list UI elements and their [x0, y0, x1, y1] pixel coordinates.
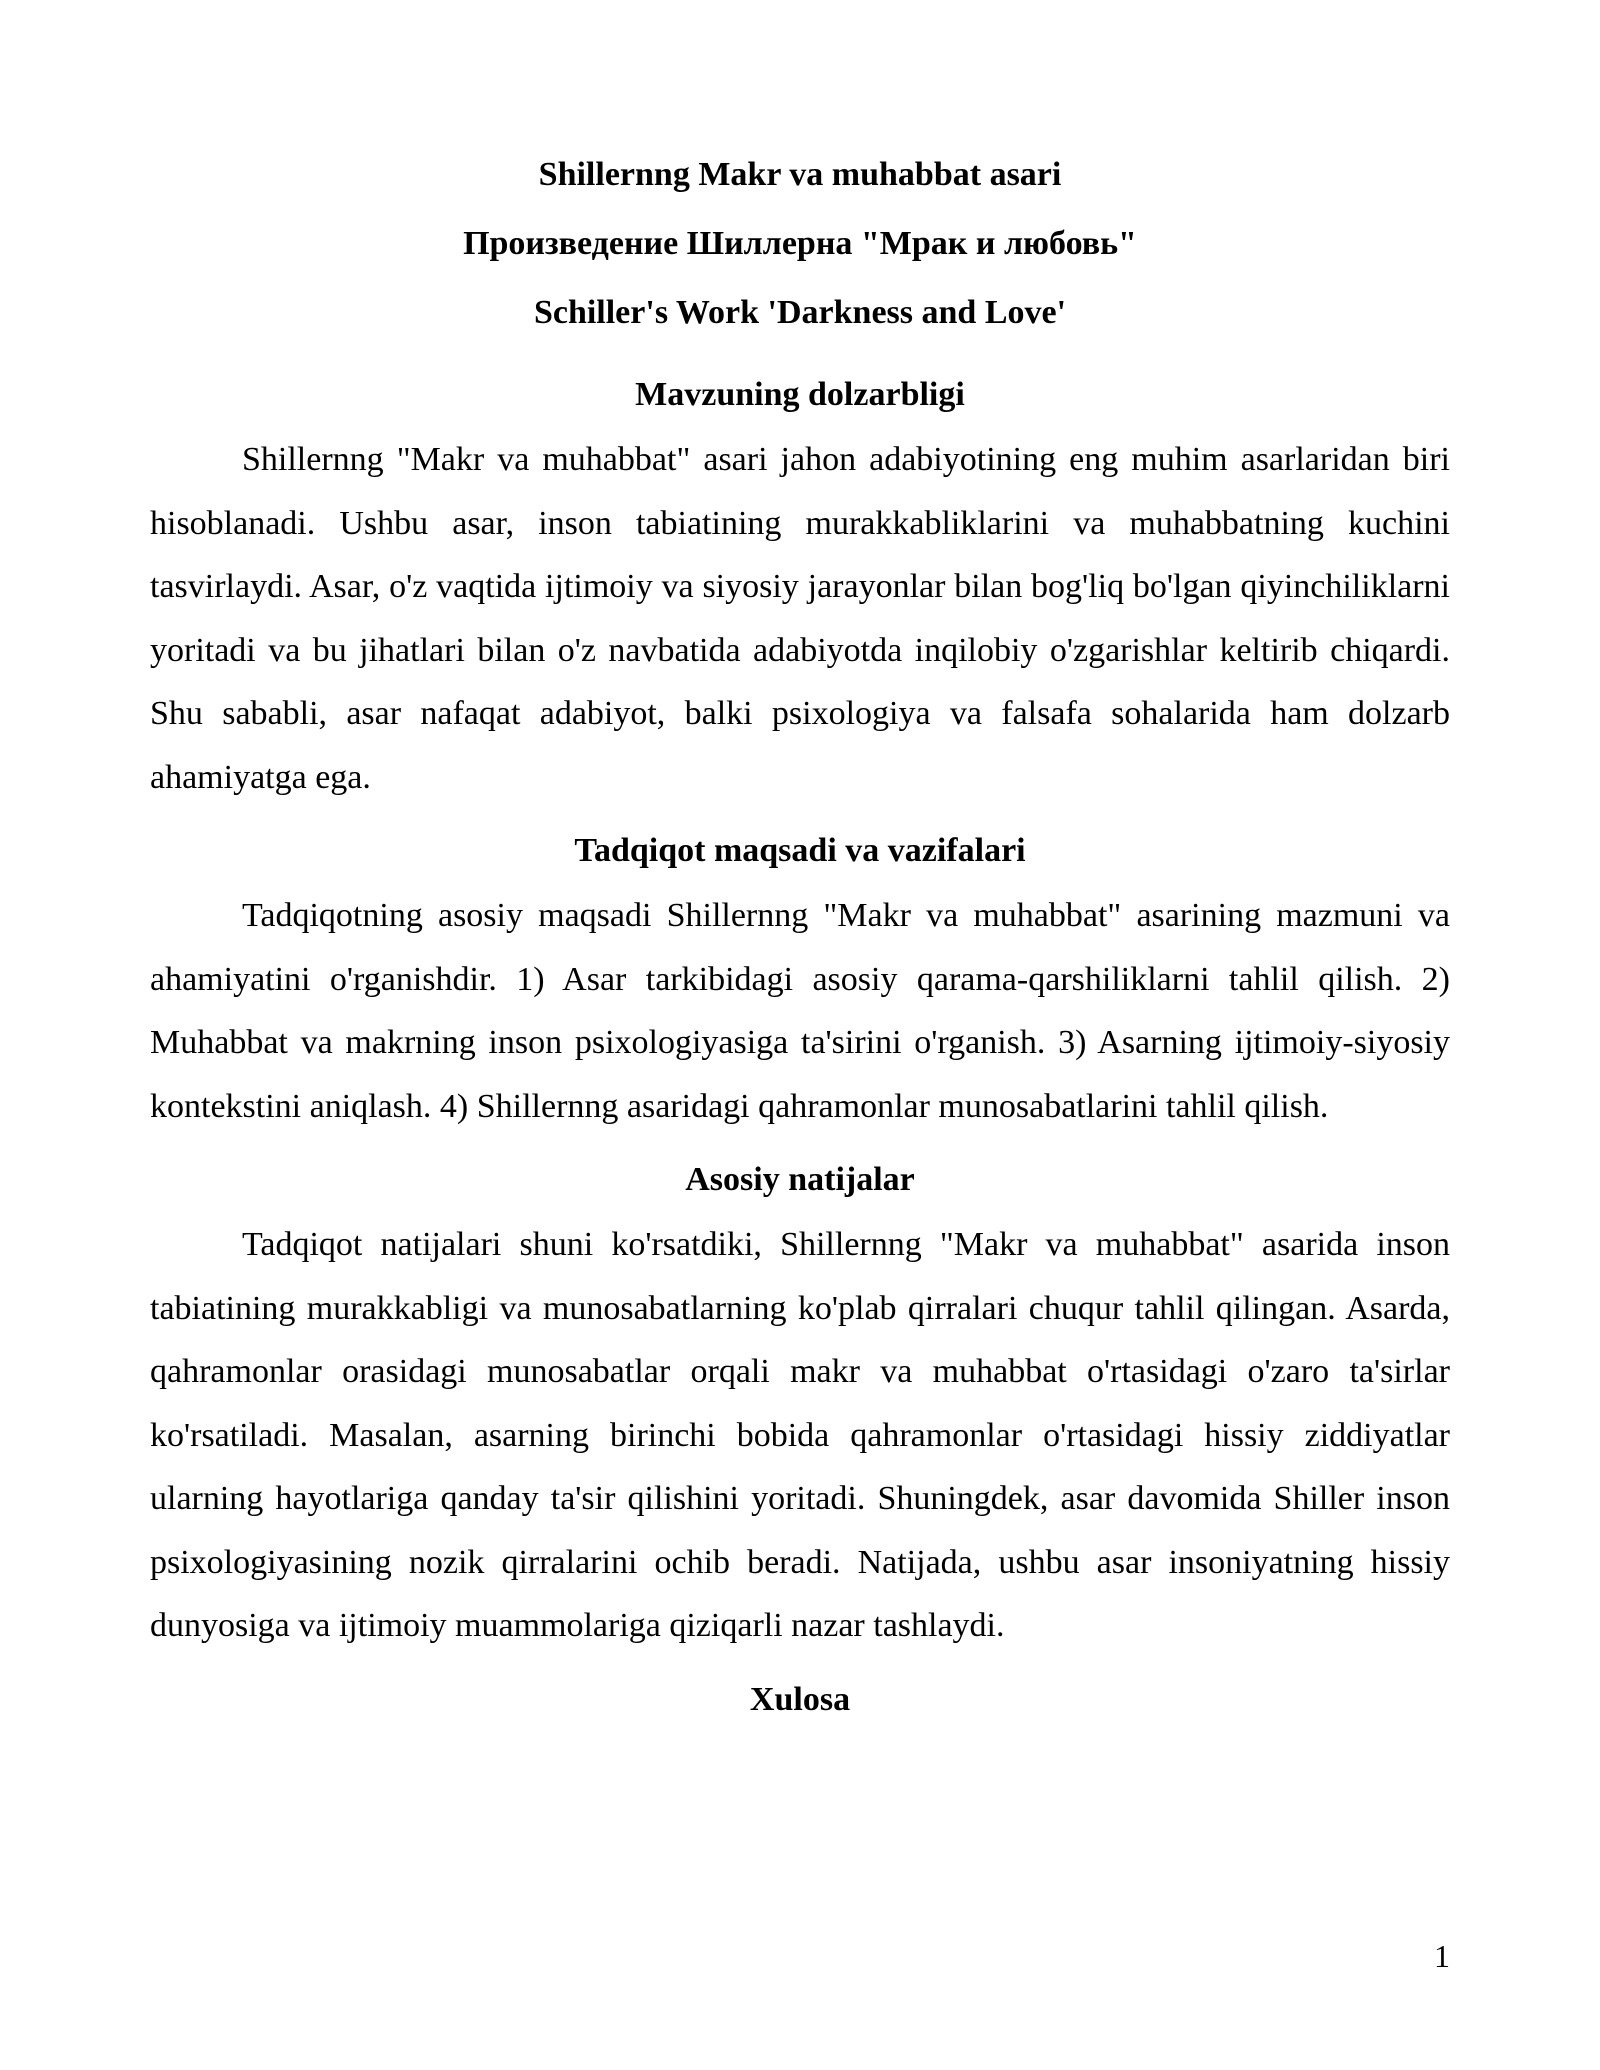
page-number: 1 — [1434, 1938, 1450, 1974]
title-english: Schiller's Work 'Darkness and Love' — [533, 294, 1067, 331]
title-uzbek: Shillernng Makr va muhabbat asari — [538, 156, 1062, 193]
section-heading-main-results: Asosiy natijalar — [685, 1161, 915, 1198]
document-content — [150, 140, 1450, 1731]
title-russian: Произведение Шиллерна "Мрак и любовь" — [463, 225, 1137, 262]
section-paragraph-research-goals: Tadqiqotning asosiy maqsadi Shillernng "Makr va muhabbat" asarining mazmuni va ahamiyatini o'rganishdir. 1) Asar tarkibidagi asosiy qarama-qarshiliklarni tahlil qilish. 2) Muhabbat va makrning inson psixologiyasiga ta'sirini o'rganish. 3) Asarning ijtimoiy-siyosiy kontekstini aniqlash. 4) Shillernng asaridagi qahramonlar munosabatlarini tahlil qilish. — [150, 897, 1450, 1125]
section-paragraph-relevance: Shillernng "Makr va muhabbat" asari jahon adabiyotining eng muhim asarlaridan biri hisoblanadi. Ushbu asar, inson tabiatining murakkabliklarini va muhabbatning kuchini tasvirlaydi. Asar, o'z vaqtida ijtimoiy va siyosiy jarayonlar bilan bog'liq bo'lgan qiyinchiliklarni yoritadi va bu jihatlari bilan o'z navbatida adabiyotda inqilobiy o'zgarishlar keltirib chiqardi. Shu sababli, asar nafaqat adabiyot, balki psixologiya va falsafa sohalarida ham dolzarb ahamiyatga ega. — [150, 441, 1450, 796]
section-heading-research-goals: Tadqiqot maqsadi va vazifalari — [574, 832, 1026, 869]
section-paragraph-main-results: Tadqiqot natijalari shuni ko'rsatdiki, Shillernng "Makr va muhabbat" asarida inson tabiatining murakkabligi va munosabatlarning ko'plab qirralari chuqur tahlil qilingan. Asarda, qahramonlar orasidagi munosabatlar orqali makr va muhabbat o'rtasidagi o'zaro ta'sirlar ko'rsatiladi. Masalan, asarning birinchi bobida qahramonlar o'rtasidagi hissiy ziddiyatlar ularning hayotlariga qanday ta'sir qilishini yoritadi. Shuningdek, asar davomida Shiller inson psixologiyasining nozik qirralarini ochib beradi. Natijada, ushbu asar insoniyatning hissiy dunyosiga va ijtimoiy muammolariga qiziqarli nazar tashlaydi. — [150, 1226, 1450, 1644]
section-heading-relevance: Mavzuning dolzarbligi — [635, 376, 965, 413]
section-heading-conclusion: Xulosa — [749, 1680, 851, 1718]
